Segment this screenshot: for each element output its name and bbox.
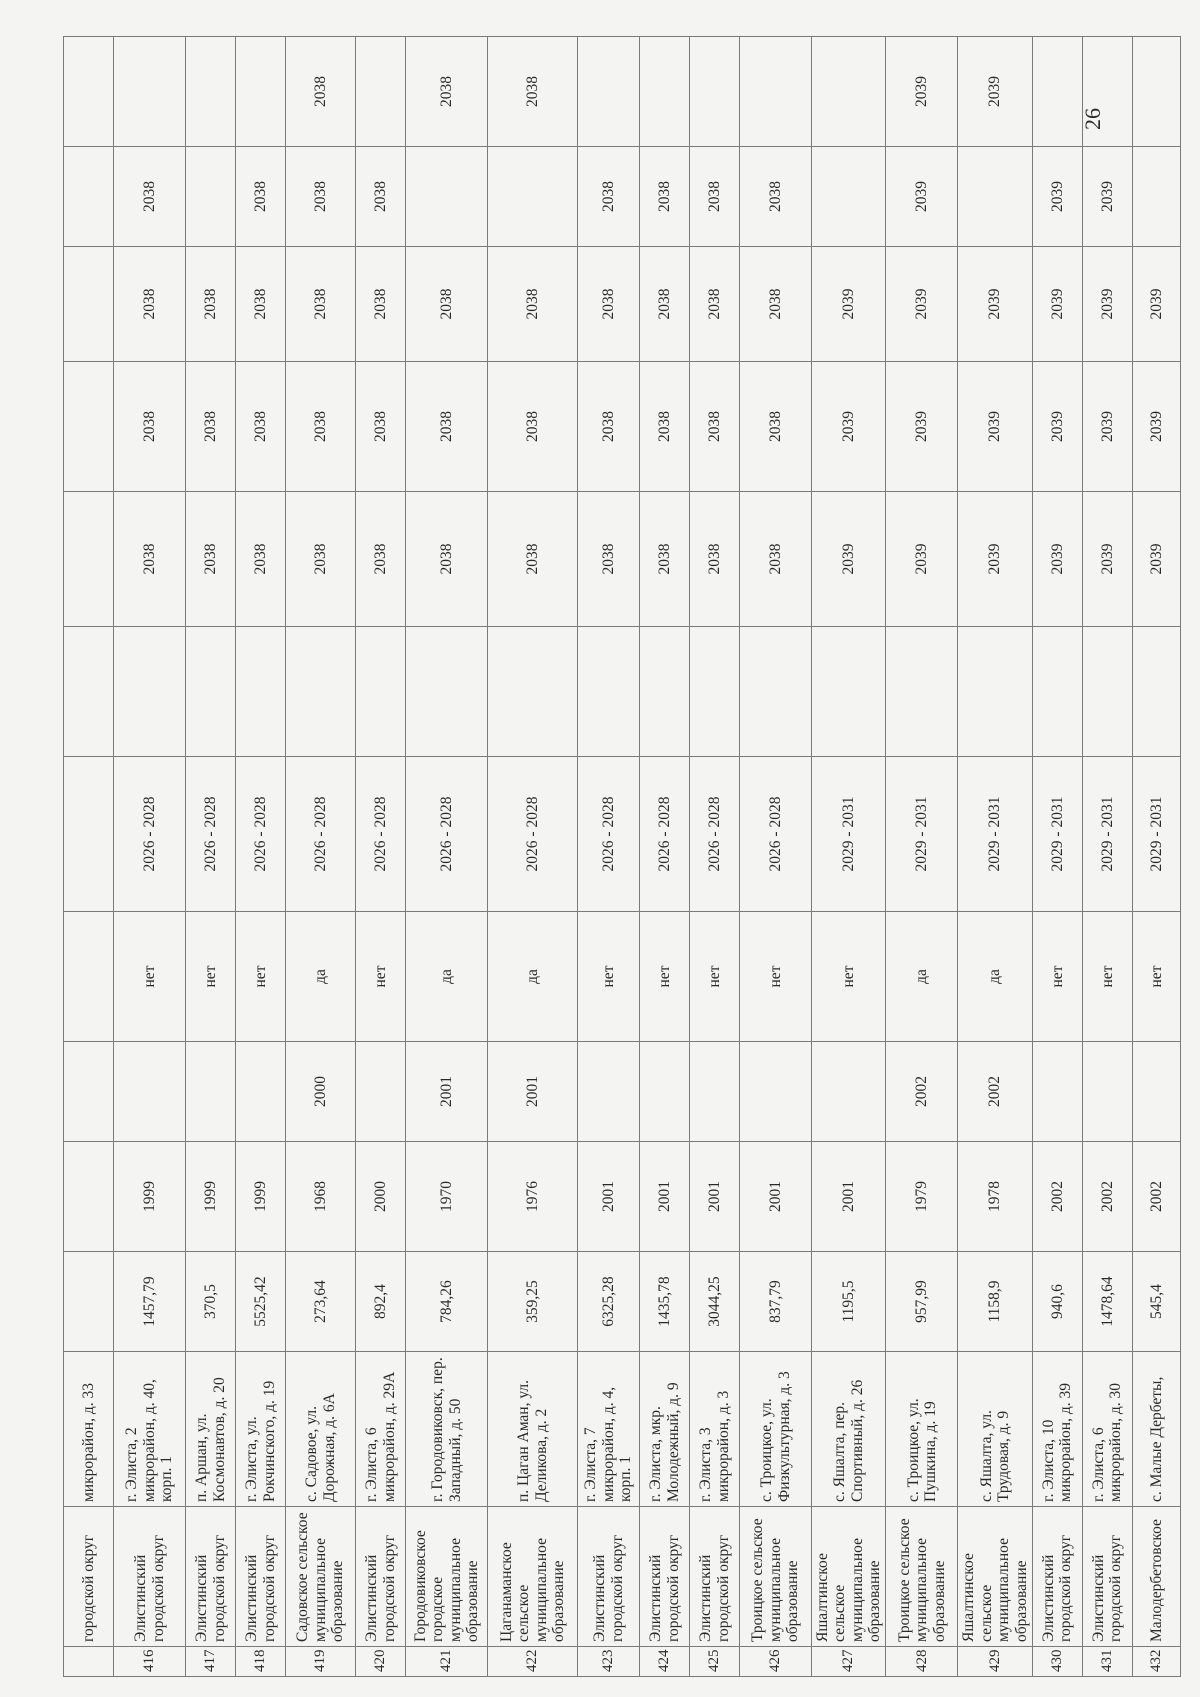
cell-address: г. Элиста, 2 микрорайон, д. 40, корп. 1 bbox=[114, 1352, 186, 1507]
cell-flag: да bbox=[406, 912, 488, 1042]
cell-address: с. Малые Дербеты, bbox=[1132, 1352, 1180, 1507]
cell-municipality: Цаганаманское сельское муниципальное образование bbox=[488, 1507, 578, 1647]
cell-period: 2026 - 2028 bbox=[114, 757, 186, 912]
cell-c6 bbox=[690, 37, 740, 147]
cell-c2: 2038 bbox=[740, 492, 812, 627]
cell-address: г. Элиста, 3 микрорайон, д. 3 bbox=[690, 1352, 740, 1507]
table-row bbox=[1132, 37, 1180, 1677]
table-row-continued bbox=[64, 37, 114, 1677]
cell-c6 bbox=[578, 37, 640, 147]
cell-c3: 2038 bbox=[356, 362, 406, 492]
cell-built: 1970 bbox=[406, 1142, 488, 1252]
housing-overhaul-table bbox=[63, 36, 1181, 1677]
cell-c5: 2038 bbox=[286, 147, 356, 247]
cell-c1 bbox=[958, 627, 1032, 757]
cell-num: 424 bbox=[640, 1647, 690, 1677]
cell-c5 bbox=[812, 147, 886, 247]
cell-flag: нет bbox=[1132, 912, 1180, 1042]
cell-c2: 2038 bbox=[186, 492, 236, 627]
cell-c5: 2038 bbox=[578, 147, 640, 247]
cell-flag: нет bbox=[640, 912, 690, 1042]
cell-area: 5525,42 bbox=[236, 1252, 286, 1352]
cell-c6 bbox=[186, 37, 236, 147]
cell-c5 bbox=[488, 147, 578, 247]
cell-c3: 2038 bbox=[406, 362, 488, 492]
cell-area: 370,5 bbox=[186, 1252, 236, 1352]
cell-period: 2026 - 2028 bbox=[488, 757, 578, 912]
cell-c3: 2038 bbox=[186, 362, 236, 492]
cell-num: 420 bbox=[356, 1647, 406, 1677]
cell-built: 2001 bbox=[640, 1142, 690, 1252]
cell-c5: 2039 bbox=[1032, 147, 1082, 247]
cell-period: 2026 - 2028 bbox=[406, 757, 488, 912]
cell-c1 bbox=[114, 627, 186, 757]
cell-overhaul bbox=[186, 1042, 236, 1142]
cell-c4: 2038 bbox=[740, 247, 812, 362]
cell-c6 bbox=[114, 37, 186, 147]
cell-built: 1968 bbox=[286, 1142, 356, 1252]
cell-flag: нет bbox=[114, 912, 186, 1042]
cell-num: 416 bbox=[114, 1647, 186, 1677]
cell-built bbox=[64, 1142, 114, 1252]
cell-built: 1978 bbox=[958, 1142, 1032, 1252]
cell-address: с. Яшалта, пер. Спортивный, д. 26 bbox=[812, 1352, 886, 1507]
cell-period: 2026 - 2028 bbox=[356, 757, 406, 912]
cell-c5 bbox=[1132, 147, 1180, 247]
cell-municipality: Элистинский городской округ bbox=[1082, 1507, 1132, 1647]
table-row bbox=[578, 37, 640, 1677]
cell-c6: 2039 bbox=[958, 37, 1032, 147]
cell-c1 bbox=[886, 627, 958, 757]
cell-municipality: Элистинский городской округ bbox=[640, 1507, 690, 1647]
cell-built: 1999 bbox=[186, 1142, 236, 1252]
cell-c4: 2038 bbox=[356, 247, 406, 362]
cell-c1 bbox=[488, 627, 578, 757]
cell-flag: нет bbox=[1032, 912, 1082, 1042]
cell-period bbox=[64, 757, 114, 912]
cell-period: 2026 - 2028 bbox=[740, 757, 812, 912]
cell-overhaul bbox=[114, 1042, 186, 1142]
cell-c4: 2039 bbox=[1132, 247, 1180, 362]
cell-area: 892,4 bbox=[356, 1252, 406, 1352]
cell-municipality: Троицкое сельское муниципальное образование bbox=[886, 1507, 958, 1647]
cell-built: 1999 bbox=[236, 1142, 286, 1252]
cell-c3: 2038 bbox=[114, 362, 186, 492]
cell-num: 427 bbox=[812, 1647, 886, 1677]
cell-overhaul bbox=[640, 1042, 690, 1142]
cell-area: 784,26 bbox=[406, 1252, 488, 1352]
cell-period: 2026 - 2028 bbox=[578, 757, 640, 912]
cell-c3: 2039 bbox=[1132, 362, 1180, 492]
cell-c1 bbox=[1132, 627, 1180, 757]
cell-num: 422 bbox=[488, 1647, 578, 1677]
cell-c4: 2039 bbox=[958, 247, 1032, 362]
cell-num bbox=[64, 1647, 114, 1677]
cell-c6 bbox=[740, 37, 812, 147]
cell-c1 bbox=[740, 627, 812, 757]
cell-built: 2001 bbox=[812, 1142, 886, 1252]
cell-address: г. Элиста, 7 микрорайон, д. 4, корп. 1 bbox=[578, 1352, 640, 1507]
cell-built: 2002 bbox=[1082, 1142, 1132, 1252]
table-row bbox=[958, 37, 1032, 1677]
cell-overhaul bbox=[690, 1042, 740, 1142]
cell-c6 bbox=[236, 37, 286, 147]
cell-c3: 2038 bbox=[690, 362, 740, 492]
cell-built: 1979 bbox=[886, 1142, 958, 1252]
cell-flag: нет bbox=[236, 912, 286, 1042]
table-row bbox=[640, 37, 690, 1677]
cell-c3: 2039 bbox=[1082, 362, 1132, 492]
table-row bbox=[886, 37, 958, 1677]
cell-overhaul bbox=[1032, 1042, 1082, 1142]
cell-area: 1195,5 bbox=[812, 1252, 886, 1352]
cell-c2: 2038 bbox=[578, 492, 640, 627]
cell-c4: 2038 bbox=[186, 247, 236, 362]
cell-c4: 2039 bbox=[886, 247, 958, 362]
cell-built: 2001 bbox=[740, 1142, 812, 1252]
cell-c1 bbox=[406, 627, 488, 757]
cell-flag: нет bbox=[578, 912, 640, 1042]
cell-overhaul bbox=[64, 1042, 114, 1142]
cell-c2: 2039 bbox=[1132, 492, 1180, 627]
cell-c6: 2038 bbox=[488, 37, 578, 147]
cell-built: 2001 bbox=[578, 1142, 640, 1252]
cell-c4: 2038 bbox=[286, 247, 356, 362]
cell-c6 bbox=[1032, 37, 1082, 147]
cell-c3: 2038 bbox=[488, 362, 578, 492]
cell-address: с. Троицкое, ул. Пушкина, д. 19 bbox=[886, 1352, 958, 1507]
cell-municipality: Элистинский городской округ bbox=[236, 1507, 286, 1647]
cell-c4 bbox=[64, 247, 114, 362]
cell-c4: 2038 bbox=[690, 247, 740, 362]
cell-c5: 2038 bbox=[356, 147, 406, 247]
cell-built: 2002 bbox=[1132, 1142, 1180, 1252]
table-body bbox=[64, 37, 1181, 1677]
cell-flag: нет bbox=[740, 912, 812, 1042]
cell-num: 421 bbox=[406, 1647, 488, 1677]
cell-c4: 2039 bbox=[1032, 247, 1082, 362]
cell-built: 1976 bbox=[488, 1142, 578, 1252]
cell-c4: 2038 bbox=[114, 247, 186, 362]
cell-num: 418 bbox=[236, 1647, 286, 1677]
cell-c5 bbox=[186, 147, 236, 247]
cell-num: 426 bbox=[740, 1647, 812, 1677]
cell-flag: да bbox=[488, 912, 578, 1042]
cell-address: г. Элиста, 6 микрорайон, д. 30 bbox=[1082, 1352, 1132, 1507]
cell-c3: 2039 bbox=[886, 362, 958, 492]
cell-municipality: Элистинский городской округ bbox=[356, 1507, 406, 1647]
cell-overhaul bbox=[1082, 1042, 1132, 1142]
cell-period: 2026 - 2028 bbox=[186, 757, 236, 912]
cell-c1 bbox=[64, 627, 114, 757]
cell-area: 957,99 bbox=[886, 1252, 958, 1352]
table-row bbox=[286, 37, 356, 1677]
cell-c6: 2039 bbox=[886, 37, 958, 147]
cell-municipality: Элистинский городской округ bbox=[1032, 1507, 1082, 1647]
cell-c6 bbox=[1082, 37, 1132, 147]
cell-c6 bbox=[64, 37, 114, 147]
cell-c3: 2039 bbox=[812, 362, 886, 492]
cell-c4: 2038 bbox=[406, 247, 488, 362]
cell-area: 1457,79 bbox=[114, 1252, 186, 1352]
cell-c6 bbox=[640, 37, 690, 147]
cell-c2: 2038 bbox=[690, 492, 740, 627]
cell-c2: 2039 bbox=[1032, 492, 1082, 627]
cell-num: 417 bbox=[186, 1647, 236, 1677]
cell-municipality: Садовское сельское муниципальное образование bbox=[286, 1507, 356, 1647]
cell-area: 1158,9 bbox=[958, 1252, 1032, 1352]
cell-c6: 2038 bbox=[406, 37, 488, 147]
cell-flag: нет bbox=[690, 912, 740, 1042]
cell-c1 bbox=[578, 627, 640, 757]
cell-c5: 2039 bbox=[886, 147, 958, 247]
cell-flag: да bbox=[958, 912, 1032, 1042]
cell-area: 273,64 bbox=[286, 1252, 356, 1352]
cell-flag: да bbox=[886, 912, 958, 1042]
cell-area: 6325,28 bbox=[578, 1252, 640, 1352]
cell-flag bbox=[64, 912, 114, 1042]
cell-num: 428 bbox=[886, 1647, 958, 1677]
cell-c4: 2038 bbox=[578, 247, 640, 362]
cell-c1 bbox=[186, 627, 236, 757]
cell-municipality: Элистинский городской округ bbox=[690, 1507, 740, 1647]
cell-c1 bbox=[1032, 627, 1082, 757]
cell-period: 2029 - 2031 bbox=[1032, 757, 1082, 912]
cell-flag: да bbox=[286, 912, 356, 1042]
cell-period: 2026 - 2028 bbox=[640, 757, 690, 912]
table-row bbox=[186, 37, 236, 1677]
cell-c4: 2039 bbox=[1082, 247, 1132, 362]
table-row bbox=[812, 37, 886, 1677]
cell-c2: 2039 bbox=[1082, 492, 1132, 627]
cell-overhaul: 2002 bbox=[958, 1042, 1032, 1142]
cell-address: с. Садовое, ул. Дорожная, д. 6А bbox=[286, 1352, 356, 1507]
cell-c5: 2038 bbox=[640, 147, 690, 247]
cell-num: 429 bbox=[958, 1647, 1032, 1677]
cell-area: 359,25 bbox=[488, 1252, 578, 1352]
cell-overhaul bbox=[578, 1042, 640, 1142]
cell-c2: 2038 bbox=[640, 492, 690, 627]
cell-flag: нет bbox=[1082, 912, 1132, 1042]
cell-built: 2002 bbox=[1032, 1142, 1082, 1252]
cell-c2: 2039 bbox=[812, 492, 886, 627]
cell-c2 bbox=[64, 492, 114, 627]
cell-c1 bbox=[236, 627, 286, 757]
cell-municipality: Яшалтинское сельское муниципальное образование bbox=[958, 1507, 1032, 1647]
cell-address: п. Цаган Аман, ул. Деликова, д. 2 bbox=[488, 1352, 578, 1507]
cell-built: 2000 bbox=[356, 1142, 406, 1252]
table-row bbox=[114, 37, 186, 1677]
cell-address: п. Аршан, ул. Космонавтов, д. 20 bbox=[186, 1352, 236, 1507]
cell-overhaul bbox=[236, 1042, 286, 1142]
cell-municipality: Троицкое сельское муниципальное образование bbox=[740, 1507, 812, 1647]
cell-c3: 2038 bbox=[740, 362, 812, 492]
cell-c5 bbox=[406, 147, 488, 247]
cell-overhaul bbox=[356, 1042, 406, 1142]
cell-municipality: Городовиковское городское муниципальное образование bbox=[406, 1507, 488, 1647]
cell-c2: 2039 bbox=[886, 492, 958, 627]
cell-c1 bbox=[812, 627, 886, 757]
cell-address: г. Элиста, ул. Рокчинского, д. 19 bbox=[236, 1352, 286, 1507]
cell-flag: нет bbox=[812, 912, 886, 1042]
cell-period: 2029 - 2031 bbox=[1082, 757, 1132, 912]
cell-c3 bbox=[64, 362, 114, 492]
cell-c2: 2038 bbox=[488, 492, 578, 627]
cell-c2: 2038 bbox=[114, 492, 186, 627]
cell-flag: нет bbox=[356, 912, 406, 1042]
table-row bbox=[1082, 37, 1132, 1677]
rotated-table-wrapper bbox=[63, 37, 1165, 1677]
cell-overhaul: 2000 bbox=[286, 1042, 356, 1142]
cell-c2: 2039 bbox=[958, 492, 1032, 627]
cell-overhaul bbox=[1132, 1042, 1180, 1142]
cell-c2: 2038 bbox=[406, 492, 488, 627]
cell-c1 bbox=[640, 627, 690, 757]
cell-built: 1999 bbox=[114, 1142, 186, 1252]
cell-area: 1435,78 bbox=[640, 1252, 690, 1352]
page-number: 26 bbox=[1080, 108, 1105, 130]
cell-address: г. Элиста, 10 микрорайон, д. 39 bbox=[1032, 1352, 1082, 1507]
cell-c4: 2039 bbox=[812, 247, 886, 362]
cell-num: 419 bbox=[286, 1647, 356, 1677]
cell-c6 bbox=[356, 37, 406, 147]
cell-num: 432 bbox=[1132, 1647, 1180, 1677]
cell-c5 bbox=[64, 147, 114, 247]
cell-municipality: Малодербетовское bbox=[1132, 1507, 1180, 1647]
cell-period: 2026 - 2028 bbox=[690, 757, 740, 912]
cell-period: 2029 - 2031 bbox=[1132, 757, 1180, 912]
cell-num: 430 bbox=[1032, 1647, 1082, 1677]
table-row bbox=[740, 37, 812, 1677]
cell-c3: 2039 bbox=[958, 362, 1032, 492]
cell-overhaul bbox=[740, 1042, 812, 1142]
cell-overhaul: 2001 bbox=[488, 1042, 578, 1142]
cell-num: 425 bbox=[690, 1647, 740, 1677]
cell-municipality: городской округ bbox=[64, 1507, 114, 1647]
cell-c1 bbox=[286, 627, 356, 757]
cell-address: г. Элиста, мкр. Молодежный, д. 9 bbox=[640, 1352, 690, 1507]
cell-address: с. Троицкое, ул. Физкультурная, д. 3 bbox=[740, 1352, 812, 1507]
cell-overhaul bbox=[812, 1042, 886, 1142]
cell-c5: 2038 bbox=[740, 147, 812, 247]
cell-c5 bbox=[958, 147, 1032, 247]
cell-municipality: Элистинский городской округ bbox=[114, 1507, 186, 1647]
cell-c1 bbox=[690, 627, 740, 757]
cell-period: 2029 - 2031 bbox=[886, 757, 958, 912]
cell-c3: 2039 bbox=[1032, 362, 1082, 492]
cell-c3: 2038 bbox=[236, 362, 286, 492]
cell-municipality: Яшалтинское сельское муниципальное образование bbox=[812, 1507, 886, 1647]
cell-address: г. Элиста, 6 микрорайон, д. 29А bbox=[356, 1352, 406, 1507]
cell-c2: 2038 bbox=[286, 492, 356, 627]
cell-c5: 2039 bbox=[1082, 147, 1132, 247]
cell-address: г. Городовиковск, пер. Западный, д. 50 bbox=[406, 1352, 488, 1507]
cell-period: 2026 - 2028 bbox=[286, 757, 356, 912]
cell-address: микрорайон, д. 33 bbox=[64, 1352, 114, 1507]
cell-flag: нет bbox=[186, 912, 236, 1042]
cell-c2: 2038 bbox=[236, 492, 286, 627]
cell-c4: 2038 bbox=[640, 247, 690, 362]
cell-c5: 2038 bbox=[690, 147, 740, 247]
cell-period: 2029 - 2031 bbox=[812, 757, 886, 912]
cell-area: 1478,64 bbox=[1082, 1252, 1132, 1352]
cell-c3: 2038 bbox=[286, 362, 356, 492]
cell-period: 2026 - 2028 bbox=[236, 757, 286, 912]
cell-municipality: Элистинский городской округ bbox=[578, 1507, 640, 1647]
cell-c4: 2038 bbox=[488, 247, 578, 362]
cell-c4: 2038 bbox=[236, 247, 286, 362]
cell-overhaul: 2001 bbox=[406, 1042, 488, 1142]
cell-area: 3044,25 bbox=[690, 1252, 740, 1352]
cell-period: 2029 - 2031 bbox=[958, 757, 1032, 912]
table-row bbox=[406, 37, 488, 1677]
table-row bbox=[488, 37, 578, 1677]
cell-area: 940,6 bbox=[1032, 1252, 1082, 1352]
table-row bbox=[356, 37, 406, 1677]
cell-municipality: Элистинский городской округ bbox=[186, 1507, 236, 1647]
table-row bbox=[236, 37, 286, 1677]
cell-area: 837,79 bbox=[740, 1252, 812, 1352]
cell-c3: 2038 bbox=[640, 362, 690, 492]
cell-num: 423 bbox=[578, 1647, 640, 1677]
cell-address: с. Яшалта, ул. Трудовая, д. 9 bbox=[958, 1352, 1032, 1507]
cell-num: 431 bbox=[1082, 1647, 1132, 1677]
table-row bbox=[690, 37, 740, 1677]
cell-c1 bbox=[1082, 627, 1132, 757]
cell-c6 bbox=[812, 37, 886, 147]
cell-c2: 2038 bbox=[356, 492, 406, 627]
cell-built: 2001 bbox=[690, 1142, 740, 1252]
cell-c6: 2038 bbox=[286, 37, 356, 147]
cell-area: 545,4 bbox=[1132, 1252, 1180, 1352]
table-row bbox=[1032, 37, 1082, 1677]
cell-c1 bbox=[356, 627, 406, 757]
cell-overhaul: 2002 bbox=[886, 1042, 958, 1142]
cell-c6 bbox=[1132, 37, 1180, 147]
cell-c5: 2038 bbox=[236, 147, 286, 247]
cell-area bbox=[64, 1252, 114, 1352]
cell-c3: 2038 bbox=[578, 362, 640, 492]
cell-c5: 2038 bbox=[114, 147, 186, 247]
